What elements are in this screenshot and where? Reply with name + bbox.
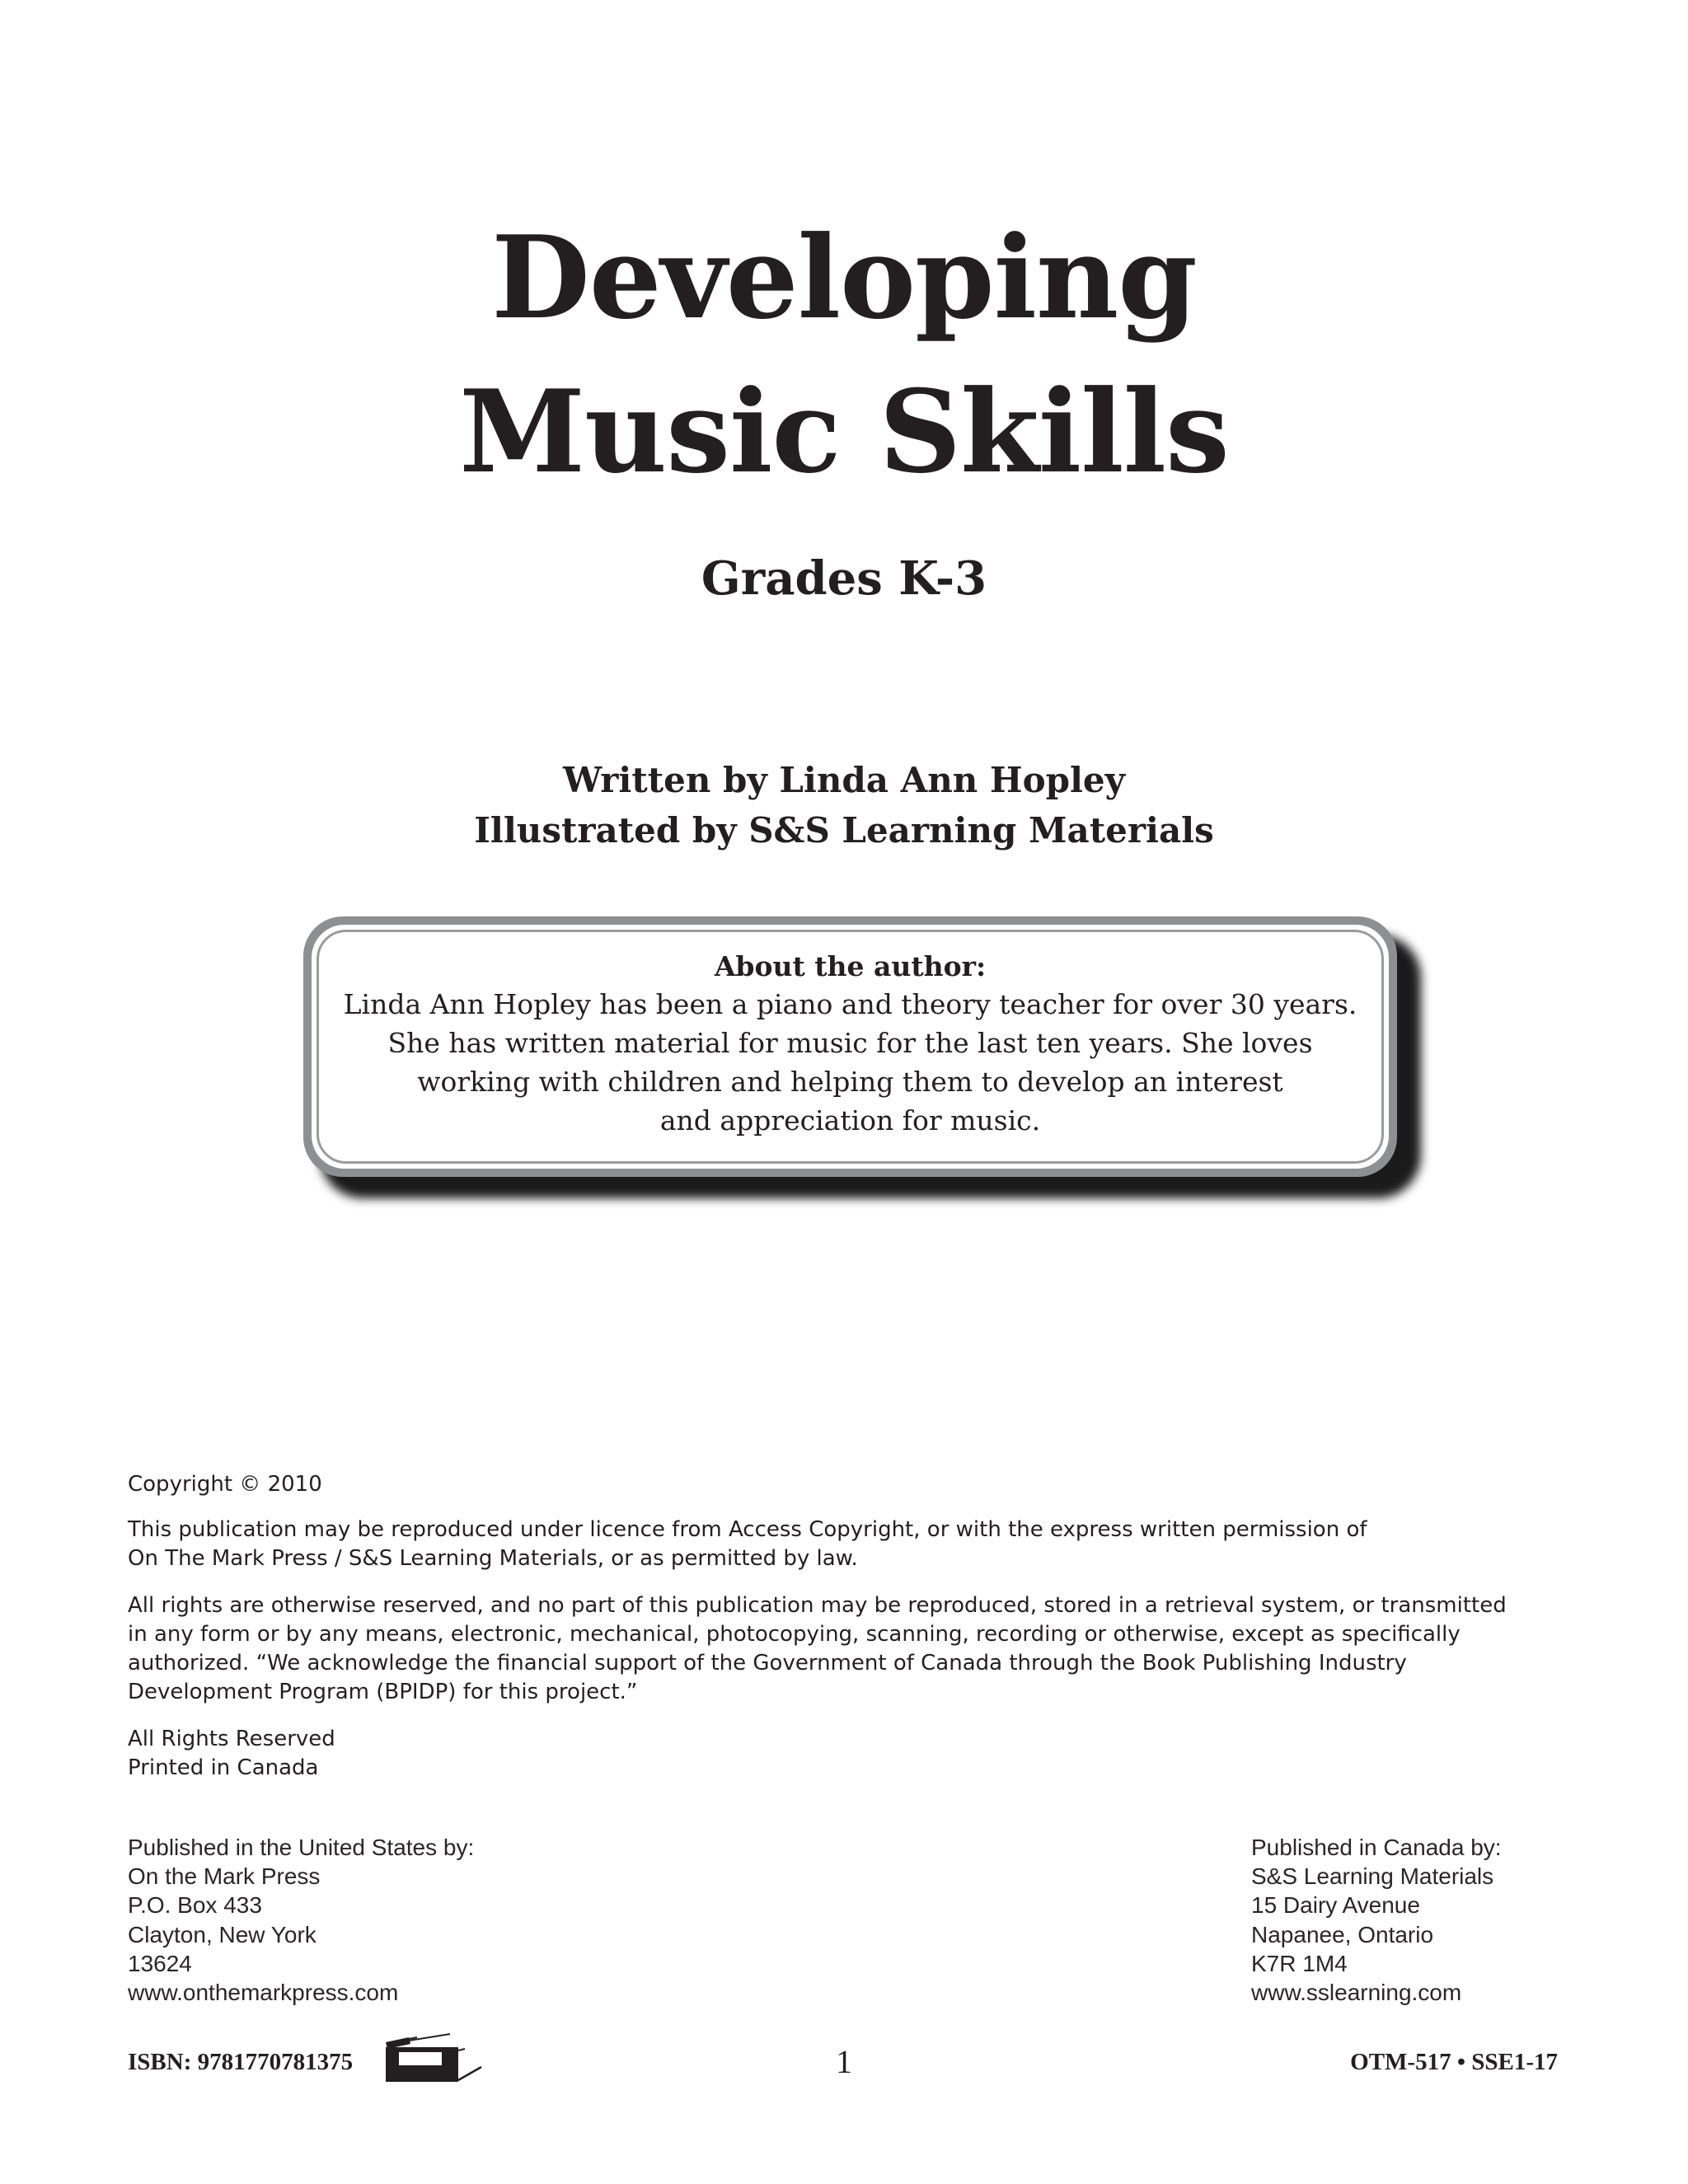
title-line-1: Developing [491, 210, 1197, 344]
canada-publisher-block [1251, 1833, 1502, 2007]
illustrated-by: Illustrated by S&S Learning Materials [474, 810, 1214, 851]
about-author-line: Linda Ann Hopley has been a piano and theory teacher for over 30 years. [343, 988, 1357, 1020]
canada-publisher-postal: K7R 1M4 [1251, 1950, 1348, 1976]
canada-publisher-name: S&S Learning Materials [1251, 1863, 1494, 1890]
about-author-heading: About the author: [714, 950, 987, 982]
licence-paragraph [128, 1516, 1559, 1573]
written-by: Written by Linda Ann Hopley [562, 760, 1126, 800]
about-box-inner [316, 930, 1384, 1164]
us-publisher-block [128, 1833, 474, 2007]
canada-publisher-website[interactable]: www.sslearning.com [1251, 1980, 1462, 2006]
about-author-line: working with children and helping them to develop an interest [417, 1066, 1283, 1098]
rights-line: authorized. “We acknowledge the financial support of the Government of Canada through the Book Publishing Industry [128, 1651, 1407, 1675]
about-box-gap [312, 925, 1389, 1169]
us-publisher-heading: Published in the United States by: [128, 1835, 475, 1860]
rights-line: All rights are otherwise reserved, and no part of this publication may be reproduced, stored in a retrieval system, or transmitted [128, 1593, 1507, 1618]
about-author-line: She has written material for music for the last ten years. She loves [387, 1027, 1313, 1059]
us-publisher-name: On the Mark Press [128, 1863, 321, 1890]
all-rights-reserved: All Rights Reserved [128, 1727, 335, 1751]
us-publisher-postal: 13624 [128, 1950, 192, 1976]
us-publisher-city: Clayton, New York [128, 1921, 316, 1947]
canada-publisher-address: 15 Dairy Avenue [1251, 1892, 1420, 1919]
about-author-line: and appreciation for music. [659, 1104, 1041, 1137]
rights-paragraph [128, 1591, 1559, 1707]
title-line-2: Music Skills [459, 364, 1229, 499]
us-publisher-website[interactable]: www.onthemarkpress.com [128, 1980, 399, 2006]
copyright-notice: Copyright © 2010 [128, 1472, 322, 1497]
printed-in: Printed in Canada [128, 1755, 319, 1780]
about-author-box [303, 916, 1397, 1177]
reserved-block [128, 1725, 1559, 1783]
product-code: OTM-517 • SSE1-17 [1350, 2049, 1558, 2075]
licence-line: On The Mark Press / S&S Learning Materials, or as permitted by law. [128, 1546, 858, 1571]
rights-line: in any form or by any means, electronic, mechanical, photocopying, scanning, recording or otherwise, except as specifically [128, 1622, 1461, 1647]
licence-line: This publication may be reproduced under licence from Access Copyright, or with the express written permission of [128, 1517, 1367, 1542]
us-publisher-address: P.O. Box 433 [128, 1892, 262, 1919]
grades-label: Grades K-3 [701, 551, 987, 606]
canada-publisher-city: Napanee, Ontario [1251, 1921, 1434, 1947]
canada-publisher-heading: Published in Canada by: [1251, 1835, 1502, 1860]
isbn-label: ISBN: 9781770781375 [128, 2049, 354, 2075]
rights-line: Development Program (BPIDP) for this project.” [128, 1680, 638, 1704]
page-number: 1 [836, 2043, 852, 2080]
